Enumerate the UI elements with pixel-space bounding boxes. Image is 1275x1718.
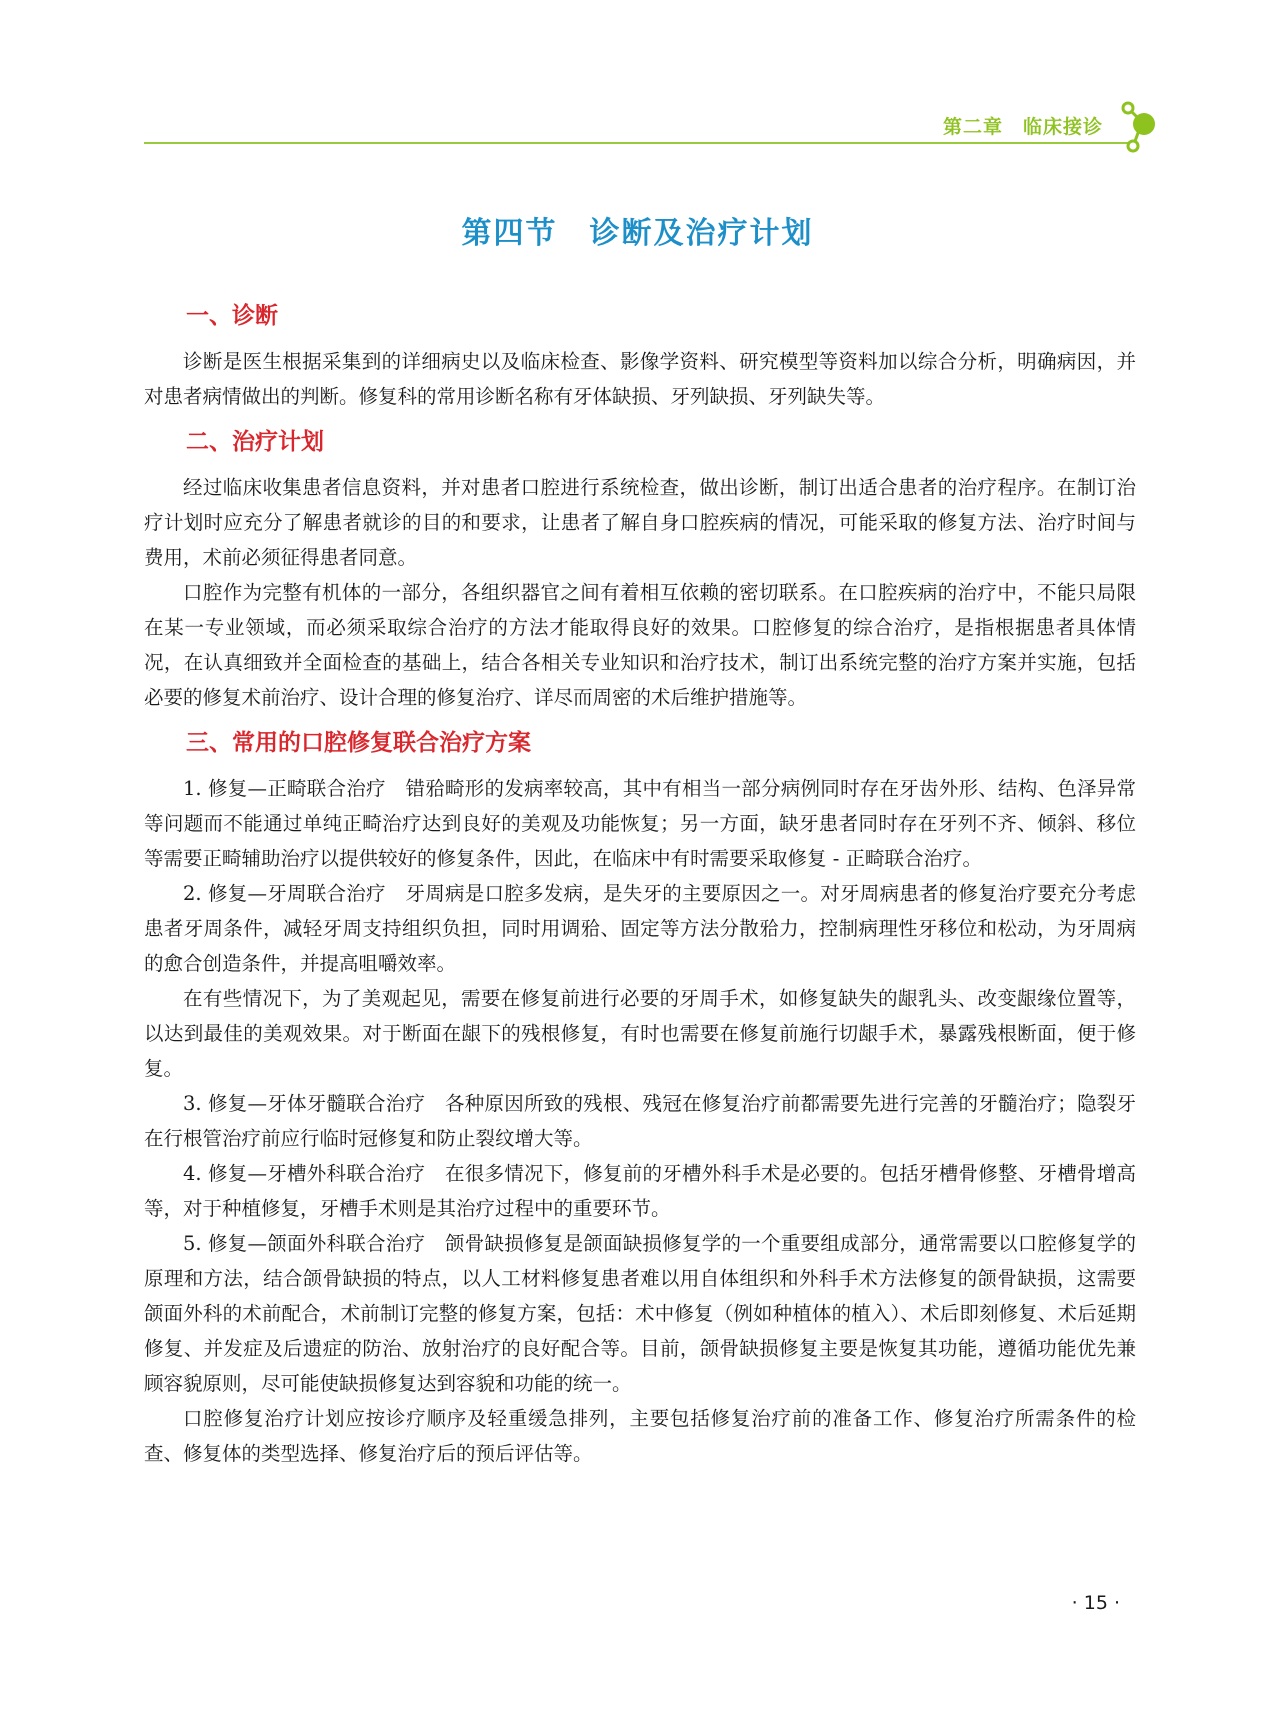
page-body [144,298,1136,1471]
paragraph-periodontal: 2. 修复—牙周联合治疗 牙周病是口腔多发病，是失牙的主要原因之一。对牙周病患者的修复治疗要充分考虑患者牙周条件，减轻牙周支持组织负担，同时用调𬌗、固定等方法分散𬌗力，控制病理性牙移位和松动，为牙周病的愈合创造条件，并提高咀嚼效率。 [144,882,1136,975]
paragraph-orthodontic: 1. 修复—正畸联合治疗 错𬌗畸形的发病率较高，其中有相当一部分病例同时存在牙齿外形、结构、色泽异常等问题而不能通过单纯正畸治疗达到良好的美观及功能恢复；另一方面，缺牙患者同时存在牙列不齐、倾斜、移位等需要正畸辅助治疗以提供较好的修复条件，因此，在临床中有时需要采取修复 - 正畸联合治疗。 [144,777,1136,870]
paragraph-alveolar-surgery: 4. 修复—牙槽外科联合治疗 在很多情况下，修复前的牙槽外科手术是必要的。包括牙槽骨修整、牙槽骨增高等，对于种植修复，牙槽手术则是其治疗过程中的重要环节。 [144,1162,1136,1220]
section-title: 第四节 诊断及治疗计划 [461,216,814,251]
molecule-icon [1108,100,1164,156]
paragraph-endodontic: 3. 修复—牙体牙髓联合治疗 各种原因所致的残根、残冠在修复治疗前都需要先进行完善的牙髓治疗；隐裂牙在行根管治疗前应行临时冠修复和防止裂纹增大等。 [144,1092,1136,1150]
paragraph: 口腔作为完整有机体的一部分，各组织器官之间有着相互依赖的密切联系。在口腔疾病的治疗中，不能只局限在某一专业领域，而必须采取综合治疗的方法才能取得良好的效果。口腔修复的综合治疗，是指根据患者具体情况，在认真细致并全面检查的基础上，结合各相关专业知识和治疗技术，制订出系统完整的治疗方案并实施，包括必要的修复术前治疗、设计合理的修复治疗、详尽而周密的术后维护措施等。 [144,581,1136,709]
paragraph: 经过临床收集患者信息资料，并对患者口腔进行系统检查，做出诊断，制订出适合患者的治疗程序。在制订治疗计划时应充分了解患者就诊的目的和要求，让患者了解自身口腔疾病的情况，可能采取的修复方法、治疗时间与费用，术前必须征得患者同意。 [144,476,1136,569]
paragraph-maxillofacial-surgery: 5. 修复—颌面外科联合治疗 颌骨缺损修复是颌面缺损修复学的一个重要组成部分，通常需要以口腔修复学的原理和方法，结合颌骨缺损的特点，以人工材料修复患者难以用自体组织和外科手术方法修复的颌骨缺损，这需要颌面外科的术前配合，术前制订完整的修复方案，包括：术中修复（例如种植体的植入）、术后即刻修复、术后延期修复、并发症及后遗症的防治、放射治疗的良好配合等。目前，颌骨缺损修复主要是恢复其功能，遵循功能优先兼顾容貌原则，尽可能使缺损修复达到容貌和功能的统一。 [144,1232,1136,1395]
paragraph: 口腔修复治疗计划应按诊疗顺序及轻重缓急排列，主要包括修复治疗前的准备工作、修复治疗所需条件的检查、修复体的类型选择、修复治疗后的预后评估等。 [144,1407,1136,1465]
paragraph: 诊断是医生根据采集到的详细病史以及临床检查、影像学资料、研究模型等资料加以综合分析，明确病因，并对患者病情做出的判断。修复科的常用诊断名称有牙体缺损、牙列缺损、牙列缺失等。 [144,350,1136,408]
heading-treatment-plan: 二、治疗计划 [186,429,324,455]
heading-combined-treatment: 三、常用的口腔修复联合治疗方案 [186,730,531,756]
page-header [0,0,1275,160]
heading-diagnosis: 一、诊断 [186,303,278,329]
paragraph: 在有些情况下，为了美观起见，需要在修复前进行必要的牙周手术，如修复缺失的龈乳头、改变龈缘位置等，以达到最佳的美观效果。对于断面在龈下的残根修复，有时也需要在修复前施行切龈手术，暴露残根断面，便于修复。 [144,987,1136,1080]
page-number: · 15 · [1071,1592,1120,1614]
header-rule [144,142,1129,144]
chapter-label: 第二章 临床接诊 [942,116,1103,138]
